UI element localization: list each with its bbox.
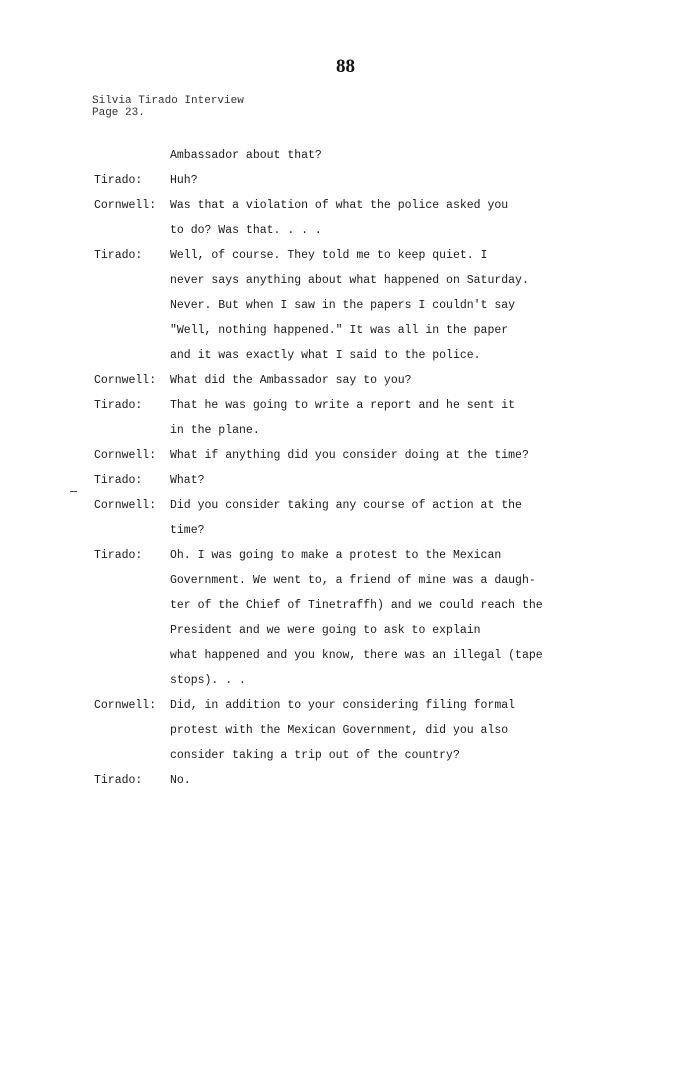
speaker-label: Tirado: xyxy=(94,549,143,562)
speech-line: protest with the Mexican Government, did you also xyxy=(170,724,509,737)
transcript-turn xyxy=(94,468,594,493)
margin-mark xyxy=(70,491,77,492)
speech-line: What did the Ambassador say to you? xyxy=(170,374,412,387)
speech-text xyxy=(170,768,594,793)
document-header xyxy=(92,95,244,119)
speaker-label: Tirado: xyxy=(94,399,143,412)
transcript-turn xyxy=(94,443,594,468)
speaker-label: Cornwell: xyxy=(94,699,157,712)
transcript-body xyxy=(94,143,594,793)
transcript-turn xyxy=(94,768,594,793)
transcript-turn xyxy=(94,493,594,543)
speaker-label: Tirado: xyxy=(94,774,143,787)
speaker-label: Cornwell: xyxy=(94,199,157,212)
speaker-label: Tirado: xyxy=(94,249,143,262)
header-page-label: Page 23. xyxy=(92,107,145,119)
speech-line: "Well, nothing happened." It was all in the paper xyxy=(170,324,509,337)
speech-line: Government. We went to, a friend of mine was a daugh- xyxy=(170,574,536,587)
speech-text xyxy=(170,243,594,368)
speech-line: to do? Was that. . . . xyxy=(170,224,322,237)
speech-text xyxy=(170,693,594,768)
transcript-turn xyxy=(94,243,594,368)
speaker-label: Tirado: xyxy=(94,474,143,487)
transcript-turn xyxy=(94,393,594,443)
speech-line: What if anything did you consider doing at the time? xyxy=(170,449,529,462)
speech-text xyxy=(170,393,594,443)
speech-text xyxy=(170,143,594,168)
speech-line: Did, in addition to your considering filing formal xyxy=(170,699,516,712)
speech-text xyxy=(170,543,594,693)
transcript-turn xyxy=(94,693,594,768)
transcript-turn xyxy=(94,168,594,193)
speech-line: President and we were going to ask to explain xyxy=(170,624,481,637)
speech-line: Oh. I was going to make a protest to the Mexican xyxy=(170,549,502,562)
speech-text xyxy=(170,443,594,468)
speech-text xyxy=(170,193,594,243)
speech-line: Never. But when I saw in the papers I couldn't say xyxy=(170,299,516,312)
speech-text xyxy=(170,493,594,543)
speech-line: stops). . . xyxy=(170,674,246,687)
speech-text xyxy=(170,468,594,493)
transcript-turn xyxy=(94,368,594,393)
speech-line: That he was going to write a report and he sent it xyxy=(170,399,516,412)
transcript-turn xyxy=(94,543,594,693)
speech-text xyxy=(170,168,594,193)
speech-line: ter of the Chief of Tinetraffh) and we could reach the xyxy=(170,599,543,612)
speech-line: Ambassador about that? xyxy=(170,149,322,162)
transcript-turn xyxy=(94,143,594,168)
speech-line: No. xyxy=(170,774,191,787)
transcript-turn xyxy=(94,193,594,243)
speech-line: what happened and you know, there was an illegal (tape xyxy=(170,649,543,662)
speech-line: time? xyxy=(170,524,205,537)
speech-text xyxy=(170,368,594,393)
speech-line: in the plane. xyxy=(170,424,260,437)
speech-line: Huh? xyxy=(170,174,198,187)
page-number: 88 xyxy=(336,56,355,77)
speaker-label: Cornwell: xyxy=(94,499,157,512)
interview-title: Silvia Tirado Interview xyxy=(92,95,244,107)
speech-line: never says anything about what happened on Saturday. xyxy=(170,274,529,287)
speech-line: and it was exactly what I said to the police. xyxy=(170,349,481,362)
speaker-label: Cornwell: xyxy=(94,374,157,387)
speaker-label: Cornwell: xyxy=(94,449,157,462)
speech-line: consider taking a trip out of the country? xyxy=(170,749,460,762)
speaker-label: Tirado: xyxy=(94,174,143,187)
speech-line: What? xyxy=(170,474,205,487)
speech-line: Was that a violation of what the police asked you xyxy=(170,199,509,212)
speech-line: Did you consider taking any course of action at the xyxy=(170,499,522,512)
speech-line: Well, of course. They told me to keep quiet. I xyxy=(170,249,488,262)
